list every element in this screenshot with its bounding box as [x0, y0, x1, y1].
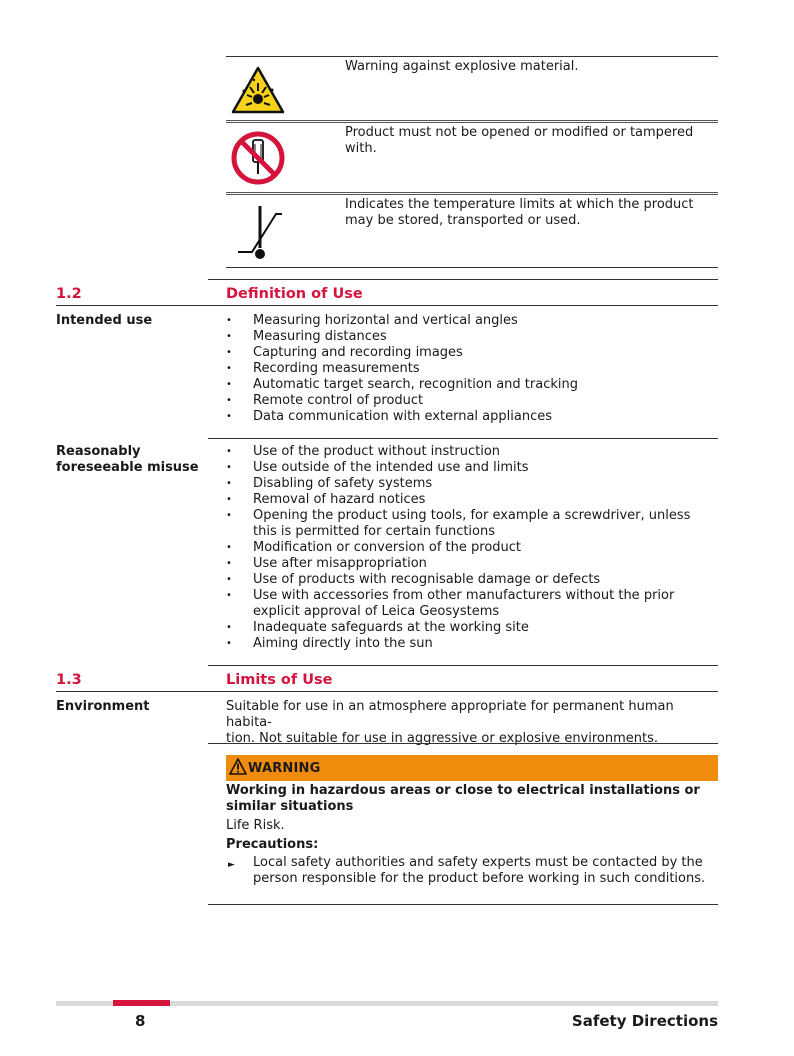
divider: [226, 267, 718, 268]
footer-accent: [113, 1000, 170, 1006]
list-item: • Modification or conversion of the product: [226, 540, 718, 556]
list-item: • Measuring distances: [226, 329, 718, 345]
misuse-list: [226, 444, 718, 652]
warning-triangle-icon: [229, 758, 247, 779]
list-item: • Opening the product using tools, for example a screwdriver, unless this is permitted for certain functions: [226, 508, 718, 540]
arrow-bullet-icon: ►: [228, 860, 235, 870]
list-item: • Use with accessories from other manufacturers without the prior explicit approval of Leica Geosystems: [226, 588, 718, 620]
page-number: 8: [135, 1012, 146, 1030]
environment-text-line1: Suitable for use in an atmosphere appropriate for permanent human habita-: [226, 699, 674, 730]
warning-label: WARNING: [248, 761, 321, 776]
list-item: • Use outside of the intended use and limits: [226, 460, 718, 476]
precaution-text: Local safety authorities and safety experts must be contacted by the person responsible for the product before working in such conditions.: [253, 855, 706, 886]
intended-use-label: Intended use: [56, 313, 153, 328]
list-item: • Data communication with external appliances: [226, 409, 718, 425]
section-title: Definition of Use: [226, 286, 363, 302]
list-item: • Capturing and recording images: [226, 345, 718, 361]
list-item: • Remote control of product: [226, 393, 718, 409]
symbol-description: Indicates the temperature limits at which the product may be stored, transported or used.: [345, 197, 694, 228]
explosive-warning-icon: [230, 65, 286, 119]
list-item: • Removal of hazard notices: [226, 492, 718, 508]
section-rule-bottom: [56, 305, 718, 306]
list-item: • Recording measurements: [226, 361, 718, 377]
list-item: • Aiming directly into the sun: [226, 636, 718, 652]
list-item: • Disabling of safety systems: [226, 476, 718, 492]
divider: [226, 56, 718, 57]
symbol-row-no-tampering: [226, 120, 718, 192]
section-number: 1.3: [56, 672, 82, 688]
symbol-description: Warning against explosive material.: [345, 59, 579, 74]
list-item: • Inadequate safeguards at the working site: [226, 620, 718, 636]
list-item: • Use of the product without instruction: [226, 444, 718, 460]
divider: [208, 904, 718, 905]
symbol-row-explosive: [226, 56, 718, 120]
section-number: 1.2: [56, 286, 82, 302]
misuse-label-line2: foreseeable misuse: [56, 460, 199, 475]
divider: [226, 192, 718, 195]
warning-banner: [226, 755, 718, 781]
symbol-row-temperature: [226, 192, 718, 267]
section-rule-top: [208, 665, 718, 666]
precaution-item: [226, 855, 718, 887]
divider: [208, 743, 718, 744]
warning-risk: Life Risk.: [226, 818, 285, 833]
divider: [226, 120, 718, 123]
list-item: • Automatic target search, recognition and tracking: [226, 377, 718, 393]
section-title: Limits of Use: [226, 672, 333, 688]
warning-heading: Working in hazardous areas or close to electrical installations or similar situations: [226, 783, 700, 814]
section-rule-bottom: [56, 691, 718, 692]
divider: [208, 438, 718, 439]
environment-label: Environment: [56, 699, 150, 714]
symbol-description: Product must not be opened or modified or tampered with.: [345, 125, 694, 156]
environment-text-line2: tion. Not suitable for use in aggressive or explosive environments.: [226, 731, 659, 746]
misuse-label-line1: Reasonably: [56, 444, 141, 459]
temperature-limit-icon: [230, 202, 286, 266]
footer-chapter-title: Safety Directions: [571, 1012, 718, 1030]
environment-text: [226, 699, 718, 747]
misuse-label: [56, 444, 206, 476]
section-rule-top: [208, 279, 718, 280]
list-item: • Use after misappropriation: [226, 556, 718, 572]
intended-use-list: [226, 313, 718, 425]
list-item: • Measuring horizontal and vertical angles: [226, 313, 718, 329]
list-item: • Use of products with recognisable damage or defects: [226, 572, 718, 588]
precautions-label: Precautions:: [226, 837, 319, 852]
no-tampering-icon: [230, 130, 286, 190]
